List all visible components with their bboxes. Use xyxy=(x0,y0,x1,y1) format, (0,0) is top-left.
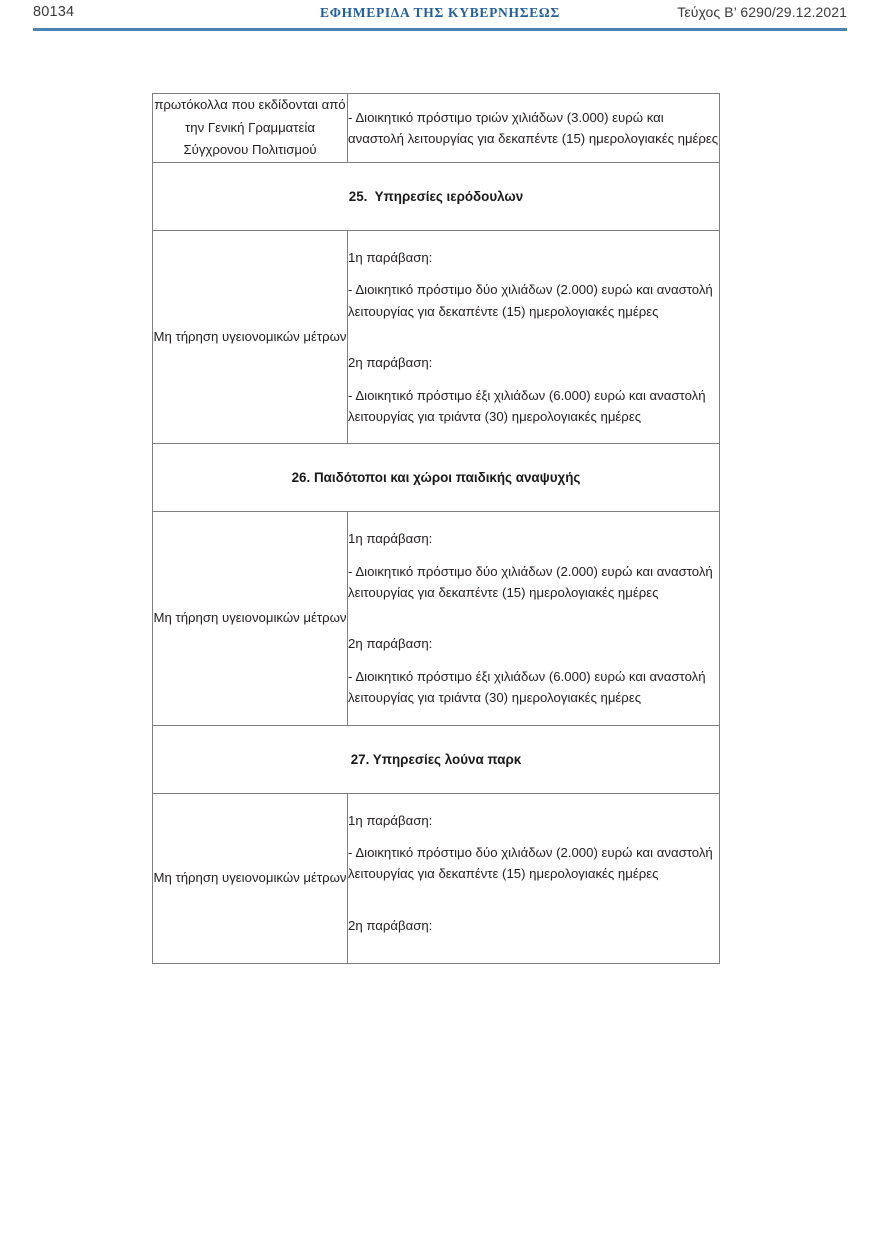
sanction-paragraph: 1η παράβαση: xyxy=(348,812,433,828)
section-title: 26. Παιδότοποι και χώροι παιδικής αναψυχής xyxy=(153,444,720,512)
sanction-cell xyxy=(348,512,720,725)
violation-cell: Μη τήρηση υγειονομικών μέτρων xyxy=(153,512,348,725)
header-divider-rule xyxy=(33,28,847,31)
sanction-paragraph: 2η παράβαση: xyxy=(348,355,433,371)
table-row xyxy=(153,512,720,725)
violation-cell: Μη τήρηση υγειονομικών μέτρων xyxy=(153,231,348,444)
sanction-paragraph: 1η παράβαση: xyxy=(348,531,433,547)
sanction-paragraph: 2η παράβαση: xyxy=(348,636,433,652)
sanction-cell xyxy=(348,94,720,163)
sanction-paragraph: 1η παράβαση: xyxy=(348,250,433,266)
section-title-row xyxy=(153,163,720,231)
gazette-title: ΕΦΗΜΕΡΙΔΑ ΤΗΣ ΚΥΒΕΡΝΗΣΕΩΣ xyxy=(320,5,560,20)
sanction-paragraph: - Διοικητικό πρόστιμο έξι χιλιάδων (6.000) ευρώ και αναστολή λειτουργίας για τριάντα (30) ημερολογιακές ημέρες xyxy=(348,387,706,424)
violation-cell: Μη τήρηση υγειονομικών μέτρων xyxy=(153,793,348,964)
page-header xyxy=(0,0,880,34)
penalty-table xyxy=(152,93,720,964)
table-row xyxy=(153,94,720,163)
sanction-paragraph: 2η παράβαση: xyxy=(348,917,433,933)
section-title: 27. Υπηρεσίες λούνα παρκ xyxy=(153,725,720,793)
section-title-row xyxy=(153,444,720,512)
sanction-cell xyxy=(348,231,720,444)
table-row xyxy=(153,231,720,444)
penalty-table-body xyxy=(153,94,720,964)
sanction-paragraph: - Διοικητικό πρόστιμο έξι χιλιάδων (6.000) ευρώ και αναστολή λειτουργίας για τριάντα (30) ημερολογιακές ημέρες xyxy=(348,668,706,706)
sanction-cell xyxy=(348,793,720,964)
sanction-paragraph: - Διοικητικό πρόστιμο δύο χιλιάδων (2.000) ευρώ και αναστολή λειτουργίας για δεκαπέντε (15) ημερολογιακές ημέρες xyxy=(348,282,713,319)
sanction-paragraph: - Διοικητικό πρόστιμο δύο χιλιάδων (2.000) ευρώ και αναστολή λειτουργίας για δεκαπέντε (15) ημερολογιακές ημέρες xyxy=(348,844,713,882)
violation-cell: πρωτόκολλα που εκδίδονται από την Γενική Γραμματεία Σύγχρονου Πολιτισμού xyxy=(153,94,348,163)
issue-reference: Τεύχος Β’ 6290/29.12.2021 xyxy=(677,4,847,20)
section-title-row xyxy=(153,725,720,793)
sanction-paragraph: - Διοικητικό πρόστιμο δύο χιλιάδων (2.000) ευρώ και αναστολή λειτουργίας για δεκαπέντε (15) ημερολογιακές ημέρες xyxy=(348,563,713,601)
section-title: 25. Υπηρεσίες ιερόδουλων xyxy=(153,163,720,231)
table-row xyxy=(153,793,720,964)
sanction-paragraph: - Διοικητικό πρόστιμο τριών χιλιάδων (3.000) ευρώ και αναστολή λειτουργίας για δεκαπέντε (15) ημερολογιακές ημέρες xyxy=(348,109,719,147)
page-number: 80134 xyxy=(33,4,75,20)
